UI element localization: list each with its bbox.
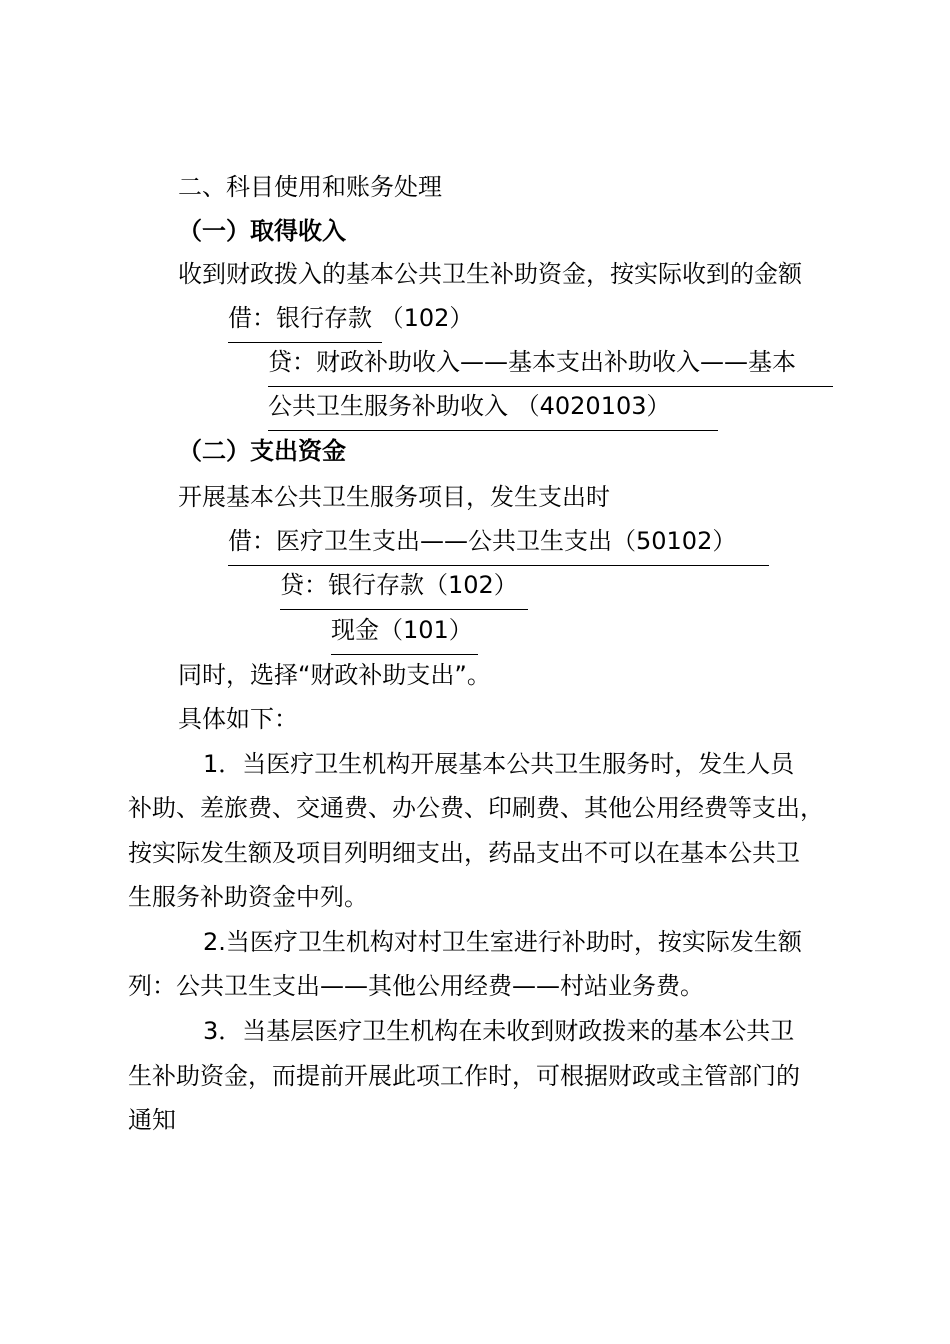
section-title: 二、科目使用和账务处理 (178, 173, 442, 201)
part1-credit-entry-line1: 贷：财政补助收入——基本支出补助收入——基本 (268, 348, 796, 376)
part2-heading: （二）支出资金 (178, 437, 346, 465)
item2-line2: 列：公共卫生支出——其他公用经费——村站业务费。 (128, 972, 704, 1000)
part2-debit-underline (228, 565, 769, 566)
item3-line1: 3．当基层医疗卫生机构在未收到财政拨来的基本公共卫 (203, 1017, 795, 1045)
part1-credit-entry-line2: 公共卫生服务补助收入 （4020103） (268, 392, 671, 420)
item1-line3: 按实际发生额及项目列明细支出，药品支出不可以在基本公共卫 (128, 839, 800, 867)
part1-intro: 收到财政拨入的基本公共卫生补助资金，按实际收到的金额 (178, 260, 802, 288)
part1-debit-underline (228, 342, 382, 343)
part2-credit-underline1 (280, 609, 528, 610)
part1-credit-underline2 (268, 430, 718, 431)
part1-credit-underline1 (268, 386, 833, 387)
item1-line2: 补助、差旅费、交通费、办公费、印刷费、其他公用经费等支出， (128, 794, 824, 822)
item2-line1: 2.当医疗卫生机构对村卫生室进行补助时，按实际发生额 (203, 928, 802, 956)
item3-line3: 通知 (128, 1106, 176, 1134)
part2-intro: 开展基本公共卫生服务项目，发生支出时 (178, 483, 610, 511)
part2-debit-entry: 借：医疗卫生支出——公共卫生支出（50102） (228, 527, 737, 555)
part2-credit-entry-line1: 贷：银行存款（102） (280, 571, 518, 599)
note-line: 同时，选择“财政补助支出”。 (178, 661, 491, 689)
part2-credit-underline2 (331, 654, 478, 655)
item1-line4: 生服务补助资金中列。 (128, 883, 368, 911)
item3-line2: 生补助资金，而提前开展此项工作时，可根据财政或主管部门的 (128, 1062, 800, 1090)
part1-heading: （一）取得收入 (178, 217, 346, 245)
item1-line1: 1．当医疗卫生机构开展基本公共卫生服务时，发生人员 (203, 750, 795, 778)
part1-debit-entry: 借：银行存款 （102） (228, 304, 474, 332)
details-intro: 具体如下： (178, 705, 298, 733)
part2-credit-entry-line2: 现金（101） (331, 616, 473, 644)
